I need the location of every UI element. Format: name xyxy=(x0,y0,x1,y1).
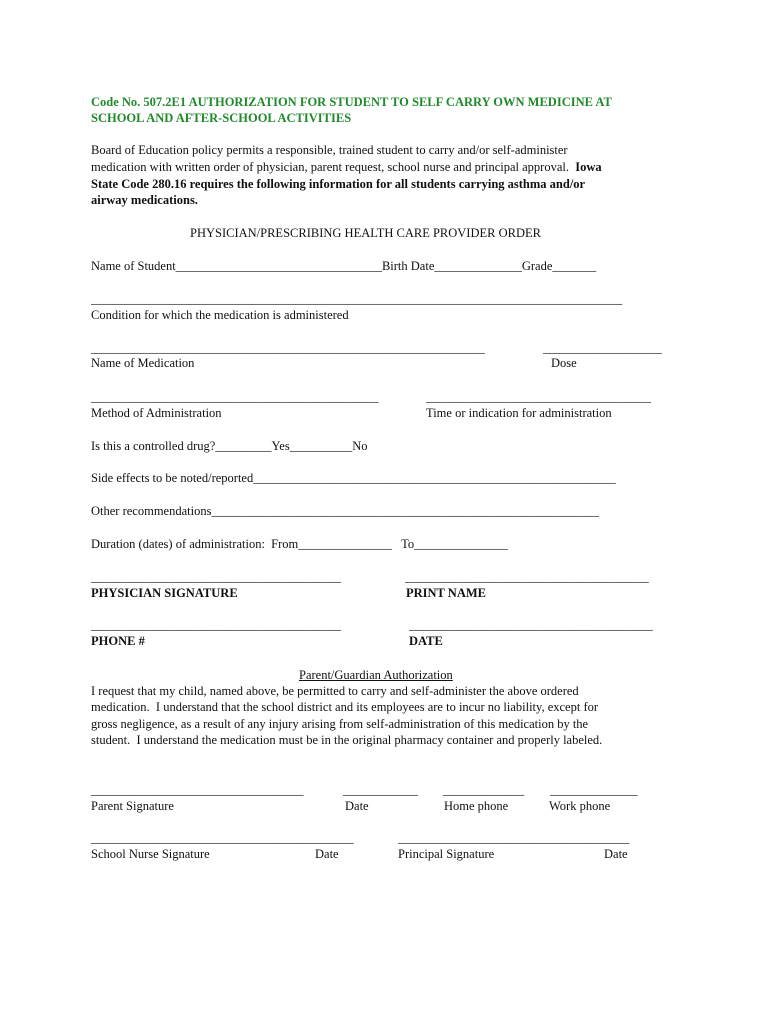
principal-signature-label: Principal Signature xyxy=(398,847,495,861)
method-label: Method of Administration xyxy=(91,406,222,420)
parent-text-line-3: gross negligence, as a result of any injury arising from self-administration of this medication by the xyxy=(91,717,589,731)
parent-section-heading: Parent/Guardian Authorization xyxy=(299,668,453,682)
date-label: DATE xyxy=(409,634,443,648)
print-name-blank[interactable]: _______________________________________ xyxy=(405,570,649,584)
nurse-date-label: Date xyxy=(315,847,339,861)
parent-signature-blank[interactable]: __________________________________ xyxy=(91,783,304,797)
time-blank[interactable]: ____________________________________ xyxy=(426,390,651,404)
dose-blank[interactable]: ___________________ xyxy=(543,341,662,355)
physician-section-heading: PHYSICIAN/PRESCRIBING HEALTH CARE PROVIDER ORDER xyxy=(190,226,541,240)
print-name-label: PRINT NAME xyxy=(406,586,486,600)
method-blank[interactable]: ______________________________________________ xyxy=(91,390,379,404)
parent-date-label: Date xyxy=(345,799,369,813)
other-recommendations-line[interactable]: Other recommendations______________________________________________________________ xyxy=(91,504,599,518)
parent-text-line-4: student. I understand the medication must be in the original pharmacy container and properly labeled. xyxy=(91,733,603,747)
medication-name-blank[interactable]: _______________________________________________________________ xyxy=(91,341,485,355)
parent-text-line-2: medication. I understand that the school district and its employees are to incur no liability, except for xyxy=(91,700,599,714)
work-phone-blank[interactable]: ______________ xyxy=(550,783,638,797)
intro-line-2-bold: Iowa xyxy=(575,160,602,174)
medication-name-label: Name of Medication xyxy=(91,356,195,370)
school-nurse-signature-label: School Nurse Signature xyxy=(91,847,210,861)
parent-signature-label: Parent Signature xyxy=(91,799,174,813)
dose-label: Dose xyxy=(551,356,577,370)
intro-line-2 xyxy=(91,159,602,175)
intro-line-2-text: medication with written order of physician, parent request, school nurse and principal approval. xyxy=(91,160,576,174)
intro-line-4: airway medications. xyxy=(91,193,198,207)
parent-date-blank[interactable]: ____________ xyxy=(343,783,418,797)
date-blank[interactable]: _______________________________________ xyxy=(409,618,653,632)
condition-blank[interactable]: _____________________________________________________________________________________ xyxy=(91,292,623,306)
condition-label: Condition for which the medication is administered xyxy=(91,308,349,322)
student-name-birthdate-grade-line[interactable]: Name of Student_________________________________Birth Date______________Grade_______ xyxy=(91,259,597,273)
phone-blank[interactable]: ________________________________________ xyxy=(91,618,341,632)
principal-date-label: Date xyxy=(604,847,628,861)
form-title-line-1: Code No. 507.2E1 AUTHORIZATION FOR STUDENT TO SELF CARRY OWN MEDICINE AT xyxy=(91,95,612,109)
principal-signature-blank[interactable]: _____________________________________ xyxy=(398,831,630,845)
school-nurse-signature-blank[interactable]: __________________________________________ xyxy=(91,831,354,845)
physician-signature-label: PHYSICIAN SIGNATURE xyxy=(91,586,238,600)
parent-text-line-1: I request that my child, named above, be permitted to carry and self-administer the above ordered xyxy=(91,684,579,698)
time-label: Time or indication for administration xyxy=(426,406,612,420)
home-phone-blank[interactable]: _____________ xyxy=(443,783,525,797)
intro-line-3: State Code 280.16 requires the following information for all students carrying asthma and/or xyxy=(91,177,586,191)
form-title-line-2: SCHOOL AND AFTER-SCHOOL ACTIVITIES xyxy=(91,111,352,125)
duration-line[interactable]: Duration (dates) of administration: From_______________ To_______________ xyxy=(91,537,508,551)
side-effects-line[interactable]: Side effects to be noted/reported__________________________________________________________ xyxy=(91,471,616,485)
home-phone-label: Home phone xyxy=(444,799,509,813)
intro-line-1: Board of Education policy permits a responsible, trained student to carry and/or self-administer xyxy=(91,143,568,157)
physician-signature-blank[interactable]: ________________________________________ xyxy=(91,570,341,584)
work-phone-label: Work phone xyxy=(549,799,611,813)
phone-label: PHONE # xyxy=(91,634,145,648)
controlled-drug-line[interactable]: Is this a controlled drug?_________Yes__________No xyxy=(91,439,368,453)
